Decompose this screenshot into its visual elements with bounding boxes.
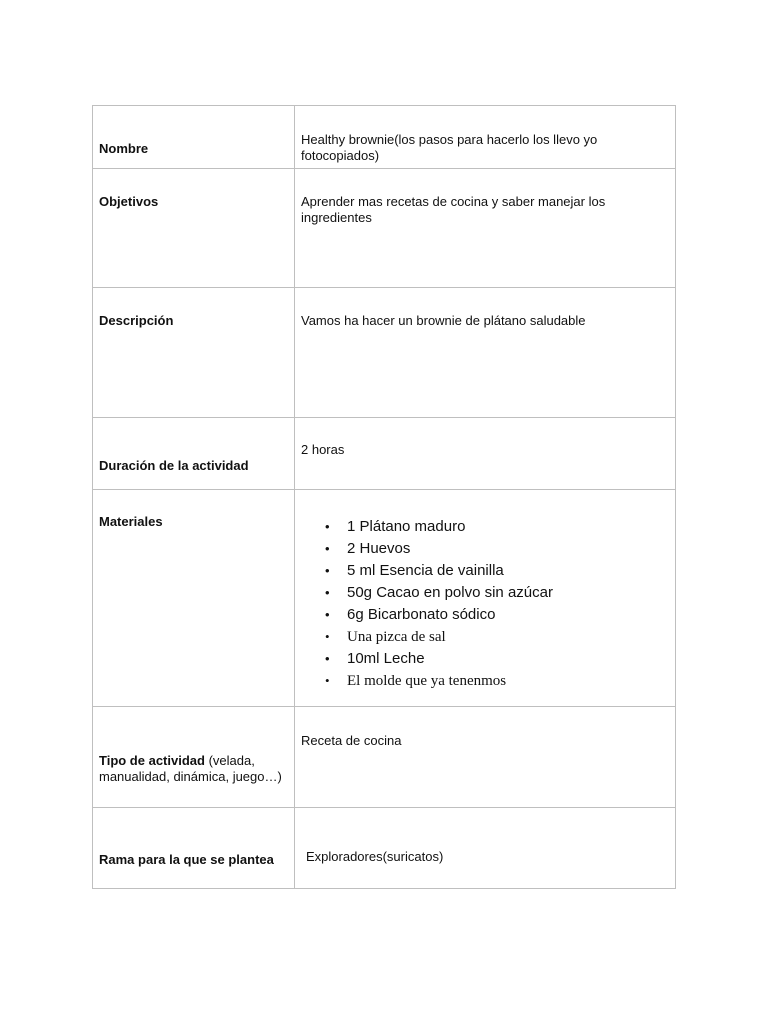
label-cell-nombre bbox=[93, 106, 295, 169]
list-item: • 5 ml Esencia de vainilla bbox=[347, 560, 669, 582]
label-nombre: Nombre bbox=[99, 141, 149, 156]
list-item: • Una pizca de sal bbox=[347, 626, 669, 648]
row-rama bbox=[93, 808, 676, 889]
label-cell-materiales bbox=[93, 490, 295, 707]
value-duracion: 2 horas bbox=[301, 442, 345, 457]
label-tipo-bold: Tipo de actividad bbox=[99, 753, 205, 768]
row-materiales bbox=[93, 490, 676, 707]
label-materiales: Materiales bbox=[99, 514, 163, 529]
list-item: • 2 Huevos bbox=[347, 538, 669, 560]
value-rama: Exploradores(suricatos) bbox=[306, 849, 444, 864]
label-cell-descripcion bbox=[93, 288, 295, 418]
row-duracion bbox=[93, 418, 676, 490]
row-tipo bbox=[93, 707, 676, 808]
value-cell-materiales bbox=[295, 490, 676, 707]
value-nombre: Healthy brownie(los pasos para hacerlo los llevo yo fotocopiados) bbox=[301, 132, 598, 163]
row-objetivos bbox=[93, 169, 676, 288]
row-descripcion bbox=[93, 288, 676, 418]
list-item: • 1 Plátano maduro bbox=[347, 516, 669, 538]
label-descripcion: Descripción bbox=[99, 313, 174, 328]
label-cell-rama bbox=[93, 808, 295, 889]
value-cell-rama bbox=[295, 808, 676, 889]
activity-form-table bbox=[92, 105, 676, 889]
label-cell-objetivos bbox=[93, 169, 295, 288]
label-cell-tipo bbox=[93, 707, 295, 808]
list-item: • El molde que ya tenenmos bbox=[347, 670, 669, 692]
list-item: • 6g Bicarbonato sódico bbox=[347, 604, 669, 626]
row-nombre bbox=[93, 106, 676, 169]
value-cell-duracion bbox=[295, 418, 676, 490]
value-objetivos: Aprender mas recetas de cocina y saber manejar los ingredientes bbox=[301, 194, 606, 225]
label-duracion: Duración de la actividad bbox=[99, 458, 249, 473]
value-cell-tipo bbox=[295, 707, 676, 808]
list-item: • 50g Cacao en polvo sin azúcar bbox=[347, 582, 669, 604]
value-tipo: Receta de cocina bbox=[301, 733, 402, 748]
value-cell-objetivos bbox=[295, 169, 676, 288]
label-tipo bbox=[99, 707, 288, 785]
materials-list bbox=[301, 516, 669, 692]
list-item: • 10ml Leche bbox=[347, 648, 669, 670]
value-cell-nombre bbox=[295, 106, 676, 169]
value-cell-descripcion bbox=[295, 288, 676, 418]
value-descripcion: Vamos ha hacer un brownie de plátano saludable bbox=[301, 313, 586, 328]
label-objetivos: Objetivos bbox=[99, 194, 159, 209]
label-cell-duracion bbox=[93, 418, 295, 490]
label-tipo-rest: (velada, manualidad, dinámica, juego…) bbox=[99, 753, 282, 784]
label-rama: Rama para la que se plantea bbox=[99, 852, 274, 867]
